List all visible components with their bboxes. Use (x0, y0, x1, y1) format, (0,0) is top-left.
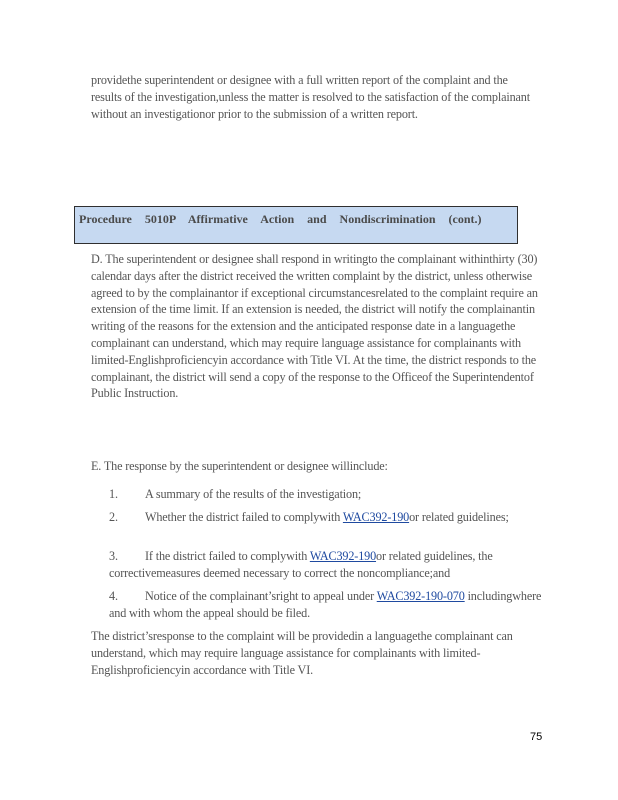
wac-link[interactable]: WAC392-190 (309, 549, 377, 563)
list-item (109, 509, 545, 526)
paragraph-language-assistance: The district’sresponse to the complaint will be providedin a languagethe complainant can understand, which may require language assistance for complainants with limited-Englishproficiencyin accordance with Title VI. (91, 629, 513, 677)
list-number: 3. (109, 549, 118, 563)
list-text: Whether the district failed to complywith (145, 510, 343, 524)
list-text: or related guidelines, the correctivemeasures deemed necessary to correct the noncompliance;and (109, 549, 493, 580)
paragraph-d-response: D. The superintendent or designee shall respond in writingto the complainant withinthirty (30) calendar days after the district received the written complaint by the district, unless otherwise agreed to by the complainantor if exceptional circumstancesrelated to the complaint require an extension of the time limit. If an extension is needed, the district will notify the complainantin writing of the reasons for the extension and the anticipated response date in a languagethe complainant can understand, which may require language assistance for complainants with limited-Englishproficiencyin accordance with Title VI. At the time, the district responds to the complainant, the district will send a copy of the response to the Officeof the Superintendentof Public Instruction. (91, 252, 538, 401)
procedure-header (74, 206, 518, 244)
paragraph-e-intro: E. The response by the superintendent or designee willinclude: (91, 459, 388, 473)
paragraph-report: providethe superintendent or designee with a full written report of the complaint and the results of the investigation,unless the matter is resolved to the satisfaction of the complainant without an investigationor prior to the submission of a written report. (91, 73, 530, 121)
list-number: 2. (109, 510, 118, 524)
list-text: includingwhere and with whom the appeal should be filed. (109, 589, 542, 620)
list-text: Notice of the complainant’sright to appeal under (145, 589, 377, 603)
list-item (109, 486, 545, 503)
wac-link[interactable]: WAC392-190 (342, 510, 410, 524)
page-number: 75 (530, 731, 543, 743)
list-text: or related guidelines; (409, 510, 509, 524)
list-text: If the district failed to complywith (145, 549, 310, 563)
wac-appeal-link[interactable]: WAC392-190-070 (376, 589, 465, 603)
list-item (109, 588, 545, 622)
list-number: 4. (109, 589, 118, 603)
procedure-header-title: Procedure 5010P Affirmative Action and Nondiscrimination (cont.) (79, 212, 482, 226)
list-number: 1. (109, 487, 118, 501)
list-text: A summary of the results of the investigation; (145, 487, 362, 501)
list-item (109, 548, 545, 582)
